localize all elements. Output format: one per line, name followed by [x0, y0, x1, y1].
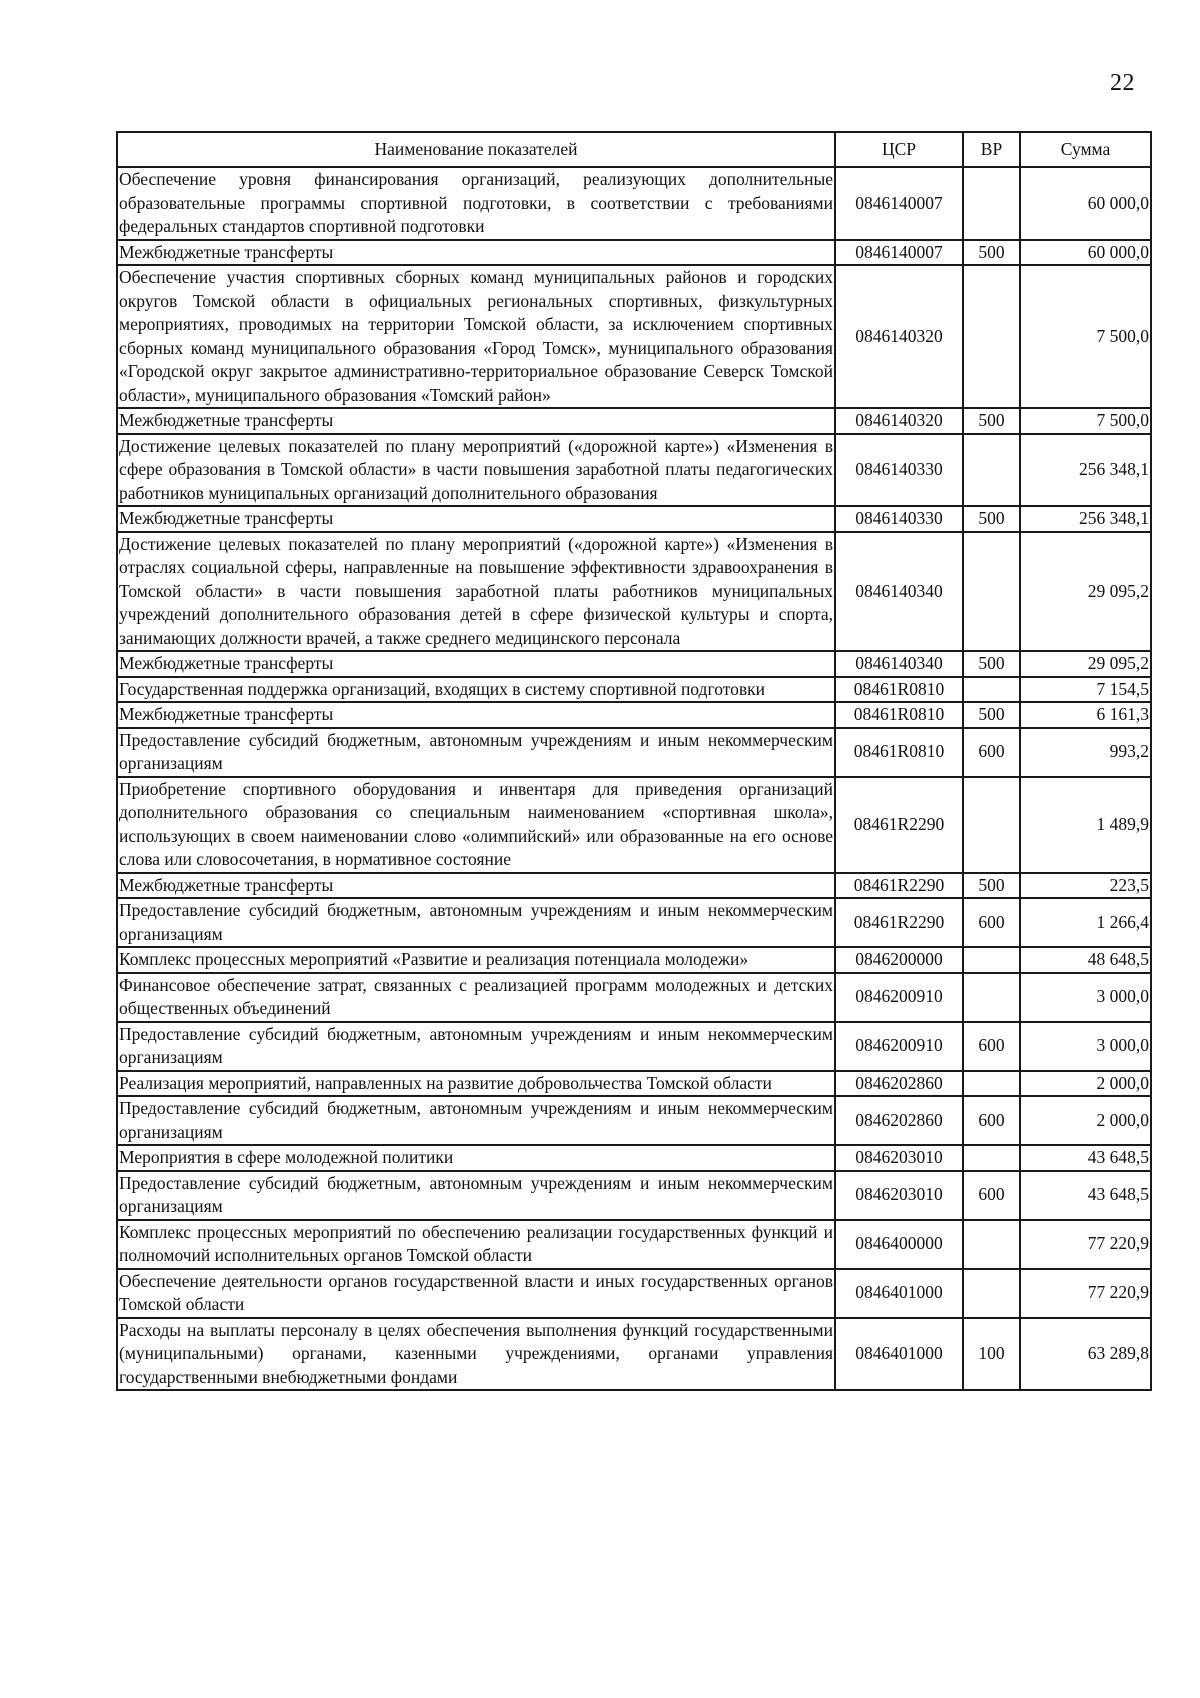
cell-csr: 08461R2290	[835, 898, 963, 947]
table-row	[117, 1269, 1151, 1318]
cell-name: Межбюджетные трансферты	[117, 506, 835, 532]
header-sum: Сумма	[1020, 132, 1151, 167]
cell-sum: 256 348,1	[1020, 434, 1151, 507]
cell-vr	[963, 947, 1020, 973]
cell-csr: 08461R0810	[835, 728, 963, 777]
cell-name: Предоставление субсидий бюджетным, автономным учреждениям и иным некоммерческим организациям	[117, 1171, 835, 1220]
cell-vr	[963, 1145, 1020, 1171]
cell-name: Межбюджетные трансферты	[117, 651, 835, 677]
cell-vr	[963, 1071, 1020, 1097]
cell-sum: 77 220,9	[1020, 1220, 1151, 1269]
table-row	[117, 1022, 1151, 1071]
cell-sum: 43 648,5	[1020, 1145, 1151, 1171]
cell-vr: 600	[963, 1096, 1020, 1145]
cell-sum: 7 500,0	[1020, 408, 1151, 434]
cell-sum: 2 000,0	[1020, 1071, 1151, 1097]
cell-csr: 0846202860	[835, 1071, 963, 1097]
header-name: Наименование показателей	[117, 132, 835, 167]
table-row	[117, 777, 1151, 873]
table-row	[117, 651, 1151, 677]
cell-name: Предоставление субсидий бюджетным, автономным учреждениям и иным некоммерческим организациям	[117, 898, 835, 947]
table-row	[117, 898, 1151, 947]
cell-name: Межбюджетные трансферты	[117, 408, 835, 434]
cell-csr: 0846140320	[835, 408, 963, 434]
cell-vr: 500	[963, 506, 1020, 532]
table-row	[117, 702, 1151, 728]
table-row	[117, 1171, 1151, 1220]
cell-name: Приобретение спортивного оборудования и инвентаря для приведения организаций дополнительного образования со специальным наименованием «спортивная школа», использующих в своем наименовании слово «олимпийский» или образованные на его основе слова или словосочетания, в нормативное состояние	[117, 777, 835, 873]
cell-sum: 63 289,8	[1020, 1318, 1151, 1391]
cell-csr: 0846140340	[835, 532, 963, 652]
cell-sum: 60 000,0	[1020, 167, 1151, 240]
cell-name: Обеспечение уровня финансирования организаций, реализующих дополнительные образовательные программы спортивной подготовки, в соответствии с требованиями федеральных стандартов спортивной подготовки	[117, 167, 835, 240]
cell-vr	[963, 1269, 1020, 1318]
cell-sum: 993,2	[1020, 728, 1151, 777]
cell-sum: 2 000,0	[1020, 1096, 1151, 1145]
table-row	[117, 873, 1151, 899]
table-row	[117, 434, 1151, 507]
cell-vr	[963, 167, 1020, 240]
cell-sum: 6 161,3	[1020, 702, 1151, 728]
cell-csr: 0846401000	[835, 1269, 963, 1318]
table-row	[117, 167, 1151, 240]
table-row	[117, 506, 1151, 532]
cell-vr: 600	[963, 728, 1020, 777]
cell-vr: 500	[963, 702, 1020, 728]
cell-name: Предоставление субсидий бюджетным, автономным учреждениям и иным некоммерческим организациям	[117, 1022, 835, 1071]
table-header-row	[117, 132, 1151, 167]
cell-name: Комплекс процессных мероприятий «Развитие и реализация потенциала молодежи»	[117, 947, 835, 973]
cell-vr	[963, 677, 1020, 703]
table-row	[117, 1145, 1151, 1171]
cell-sum: 7 500,0	[1020, 265, 1151, 408]
cell-name: Обеспечение деятельности органов государственной власти и иных государственных органов Томской области	[117, 1269, 835, 1318]
page-number: 22	[1110, 70, 1135, 96]
cell-csr: 08461R2290	[835, 873, 963, 899]
cell-csr: 0846202860	[835, 1096, 963, 1145]
table-row	[117, 240, 1151, 266]
cell-sum: 256 348,1	[1020, 506, 1151, 532]
cell-sum: 7 154,5	[1020, 677, 1151, 703]
cell-name: Межбюджетные трансферты	[117, 873, 835, 899]
cell-csr: 0846400000	[835, 1220, 963, 1269]
cell-csr: 0846140007	[835, 167, 963, 240]
cell-csr: 0846140330	[835, 434, 963, 507]
cell-csr: 0846401000	[835, 1318, 963, 1391]
cell-csr: 0846140340	[835, 651, 963, 677]
cell-name: Финансовое обеспечение затрат, связанных с реализацией программ молодежных и детских общественных объединений	[117, 973, 835, 1022]
cell-vr: 500	[963, 651, 1020, 677]
cell-name: Межбюджетные трансферты	[117, 240, 835, 266]
cell-csr: 08461R2290	[835, 777, 963, 873]
cell-name: Предоставление субсидий бюджетным, автономным учреждениям и иным некоммерческим организациям	[117, 1096, 835, 1145]
cell-sum: 29 095,2	[1020, 651, 1151, 677]
table-row	[117, 1096, 1151, 1145]
table-row	[117, 728, 1151, 777]
table-row	[117, 408, 1151, 434]
cell-name: Межбюджетные трансферты	[117, 702, 835, 728]
table-row	[117, 265, 1151, 408]
cell-name: Обеспечение участия спортивных сборных команд муниципальных районов и городских округов Томской области в официальных региональных спортивных, физкультурных мероприятиях, проводимых на территории Томской области, за исключением спортивных сборных команд муниципального образования «Город Томск», муниципального образования «Городской округ закрытое административно-территориальное образование Северск Томской области», муниципального образования «Томский район»	[117, 265, 835, 408]
cell-name: Комплекс процессных мероприятий по обеспечению реализации государственных функций и полномочий исполнительных органов Томской области	[117, 1220, 835, 1269]
cell-vr: 600	[963, 1022, 1020, 1071]
cell-vr: 500	[963, 873, 1020, 899]
cell-sum: 3 000,0	[1020, 973, 1151, 1022]
cell-sum: 1 489,9	[1020, 777, 1151, 873]
cell-sum: 3 000,0	[1020, 1022, 1151, 1071]
table-row	[117, 947, 1151, 973]
cell-csr: 0846200910	[835, 973, 963, 1022]
cell-sum: 77 220,9	[1020, 1269, 1151, 1318]
cell-sum: 60 000,0	[1020, 240, 1151, 266]
cell-vr	[963, 265, 1020, 408]
table-row	[117, 677, 1151, 703]
table-row	[117, 1071, 1151, 1097]
cell-name: Достижение целевых показателей по плану мероприятий («дорожной карте») «Изменения в сфере образования в Томской области» в части повышения заработной платы педагогических работников муниципальных организаций дополнительного образования	[117, 434, 835, 507]
cell-csr: 0846140007	[835, 240, 963, 266]
cell-vr: 100	[963, 1318, 1020, 1391]
cell-csr: 0846200000	[835, 947, 963, 973]
cell-csr: 08461R0810	[835, 702, 963, 728]
cell-csr: 0846140320	[835, 265, 963, 408]
cell-vr	[963, 434, 1020, 507]
table-row	[117, 1220, 1151, 1269]
cell-sum: 1 266,4	[1020, 898, 1151, 947]
cell-csr: 0846140330	[835, 506, 963, 532]
table-row	[117, 1318, 1151, 1391]
cell-vr	[963, 973, 1020, 1022]
cell-name: Расходы на выплаты персоналу в целях обеспечения выполнения функций государственными (муниципальными) органами, казенными учреждениями, органами управления государственными внебюджетными фондами	[117, 1318, 835, 1391]
table-body	[117, 167, 1151, 1390]
budget-table	[116, 131, 1152, 1391]
cell-name: Государственная поддержка организаций, входящих в систему спортивной подготовки	[117, 677, 835, 703]
cell-sum: 223,5	[1020, 873, 1151, 899]
cell-csr: 0846203010	[835, 1145, 963, 1171]
cell-csr: 08461R0810	[835, 677, 963, 703]
header-vr: ВР	[963, 132, 1020, 167]
table-row	[117, 532, 1151, 652]
cell-vr: 600	[963, 1171, 1020, 1220]
cell-sum: 48 648,5	[1020, 947, 1151, 973]
cell-sum: 43 648,5	[1020, 1171, 1151, 1220]
cell-name: Предоставление субсидий бюджетным, автономным учреждениям и иным некоммерческим организациям	[117, 728, 835, 777]
cell-sum: 29 095,2	[1020, 532, 1151, 652]
cell-vr: 500	[963, 240, 1020, 266]
header-csr: ЦСР	[835, 132, 963, 167]
cell-vr: 500	[963, 408, 1020, 434]
cell-csr: 0846203010	[835, 1171, 963, 1220]
table-row	[117, 973, 1151, 1022]
cell-name: Реализация мероприятий, направленных на развитие добровольчества Томской области	[117, 1071, 835, 1097]
cell-csr: 0846200910	[835, 1022, 963, 1071]
cell-vr: 600	[963, 898, 1020, 947]
cell-vr	[963, 532, 1020, 652]
cell-vr	[963, 777, 1020, 873]
cell-name: Мероприятия в сфере молодежной политики	[117, 1145, 835, 1171]
cell-name: Достижение целевых показателей по плану мероприятий («дорожной карте») «Изменения в отраслях социальной сферы, направленные на повышение эффективности здравоохранения в Томской области» в части повышения заработной платы работников муниципальных учреждений дополнительного образования детей в сфере физической культуры и спорта, занимающих должности врачей, а также среднего медицинского персонала	[117, 532, 835, 652]
cell-vr	[963, 1220, 1020, 1269]
